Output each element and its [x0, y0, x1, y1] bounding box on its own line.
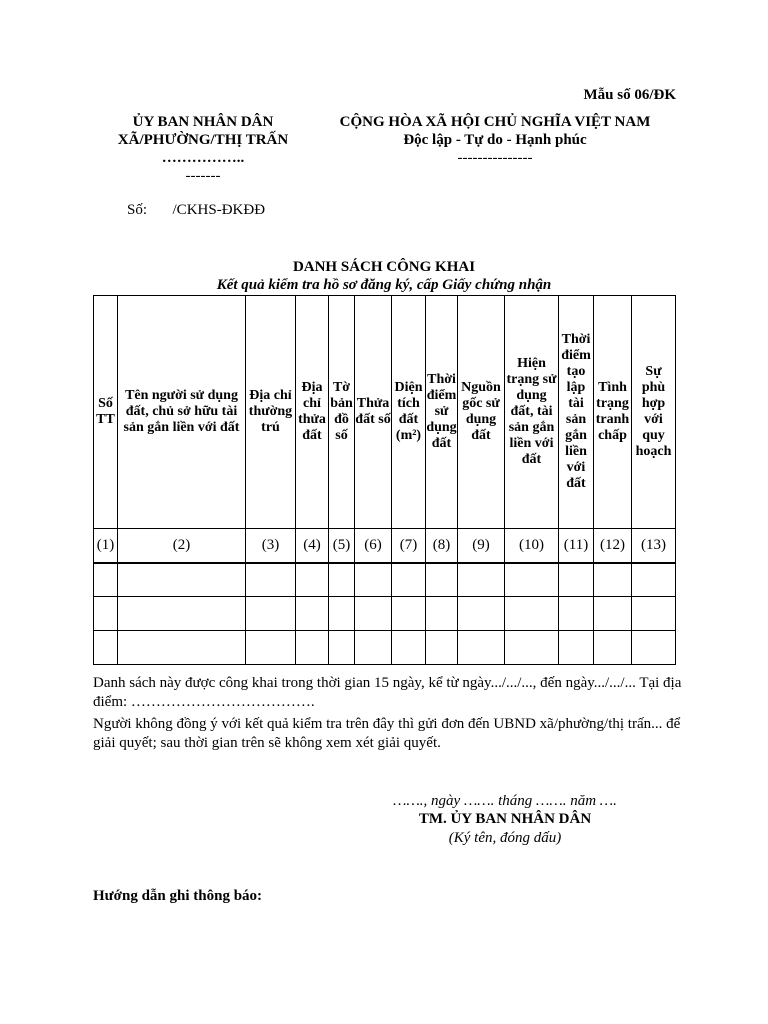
document-number-value: /CKHS-ĐKĐĐ	[172, 202, 266, 218]
col-header-9: Nguồn gốc sử dụng đất	[458, 296, 505, 529]
col-header-13: Sự phù hợp với quy hoạch	[632, 296, 676, 529]
results-table	[93, 295, 676, 665]
list-subtitle: Kết quả kiểm tra hồ sơ đăng ký, cấp Giấy chứng nhận	[216, 277, 552, 293]
col-number: (9)	[458, 529, 505, 563]
col-number: (7)	[392, 529, 426, 563]
publication-note: Danh sách này được công khai trong thời gian 15 ngày, kể từ ngày.../.../..., đến ngày.../.../... Tại địa điểm: ……………………………….	[93, 675, 682, 710]
national-motto: Độc lập - Tự do - Hạnh phúc	[403, 132, 587, 148]
col-header-3: Địa chỉ thường trú	[246, 296, 296, 529]
col-header-8: Thời điểm sử dụng đất	[426, 296, 458, 529]
col-header-2: Tên người sử dụng đất, chủ sở hữu tài sản gắn liền với đất	[118, 296, 246, 529]
signature-note: (Ký tên, đóng dấu)	[448, 830, 562, 846]
col-number: (10)	[505, 529, 559, 563]
issuer-header	[93, 113, 313, 185]
col-number: (8)	[426, 529, 458, 563]
col-header-10: Hiện trạng sử dụng đất, tài sản gắn liền với đất	[505, 296, 559, 529]
list-title: DANH SÁCH CÔNG KHAI	[292, 259, 476, 275]
issuer-divider: -------	[185, 168, 221, 184]
col-number: (1)	[94, 529, 118, 563]
signature-date: ……., ngày ……. tháng ……. năm ….	[393, 793, 617, 809]
col-header-5: Tờ bản đồ số	[329, 296, 355, 529]
col-header-1: Số TT	[94, 296, 118, 529]
col-number: (5)	[329, 529, 355, 563]
column-number-row	[94, 529, 676, 563]
document-number	[127, 202, 265, 219]
issuer-line-2: XÃ/PHƯỜNG/THỊ TRẤN	[117, 132, 289, 148]
table-row	[94, 631, 676, 665]
document-number-label: Số:	[127, 202, 148, 218]
col-header-4: Địa chỉ thửa đất	[296, 296, 329, 529]
col-header-11: Thời điểm tạo lập tài sản gắn liền với đất	[559, 296, 594, 529]
national-title: CỘNG HÒA XÃ HỘI CHỦ NGHĨA VIỆT NAM	[339, 114, 651, 130]
col-number: (11)	[559, 529, 594, 563]
national-header	[330, 113, 660, 167]
table-row	[94, 563, 676, 597]
col-number: (6)	[355, 529, 392, 563]
signature-title: TM. ỦY BAN NHÂN DÂN	[418, 811, 592, 827]
issuer-line-3: ……………..	[161, 150, 245, 166]
guide-heading: Hướng dẫn ghi thông báo:	[93, 888, 263, 904]
col-header-12: Tình trạng tranh chấp	[594, 296, 632, 529]
col-header-6: Thửa đất số	[355, 296, 392, 529]
form-number: Mẫu số 06/ĐK	[583, 87, 676, 103]
objection-note: Người không đồng ý với kết quả kiểm tra trên đây thì gửi đơn đến UBND xã/phường/thị trấn... để giải quyết; sau thời gian trên sẽ không xem xét giải quyết.	[93, 716, 681, 751]
col-number: (12)	[594, 529, 632, 563]
col-number: (4)	[296, 529, 329, 563]
table-row	[94, 597, 676, 631]
table-header-row	[94, 296, 676, 529]
national-divider: ---------------	[457, 150, 533, 166]
col-number: (2)	[118, 529, 246, 563]
col-number: (13)	[632, 529, 676, 563]
col-number: (3)	[246, 529, 296, 563]
col-header-7: Diện tích đất (m²)	[392, 296, 426, 529]
issuer-line-1: ỦY BAN NHÂN DÂN	[132, 114, 274, 130]
